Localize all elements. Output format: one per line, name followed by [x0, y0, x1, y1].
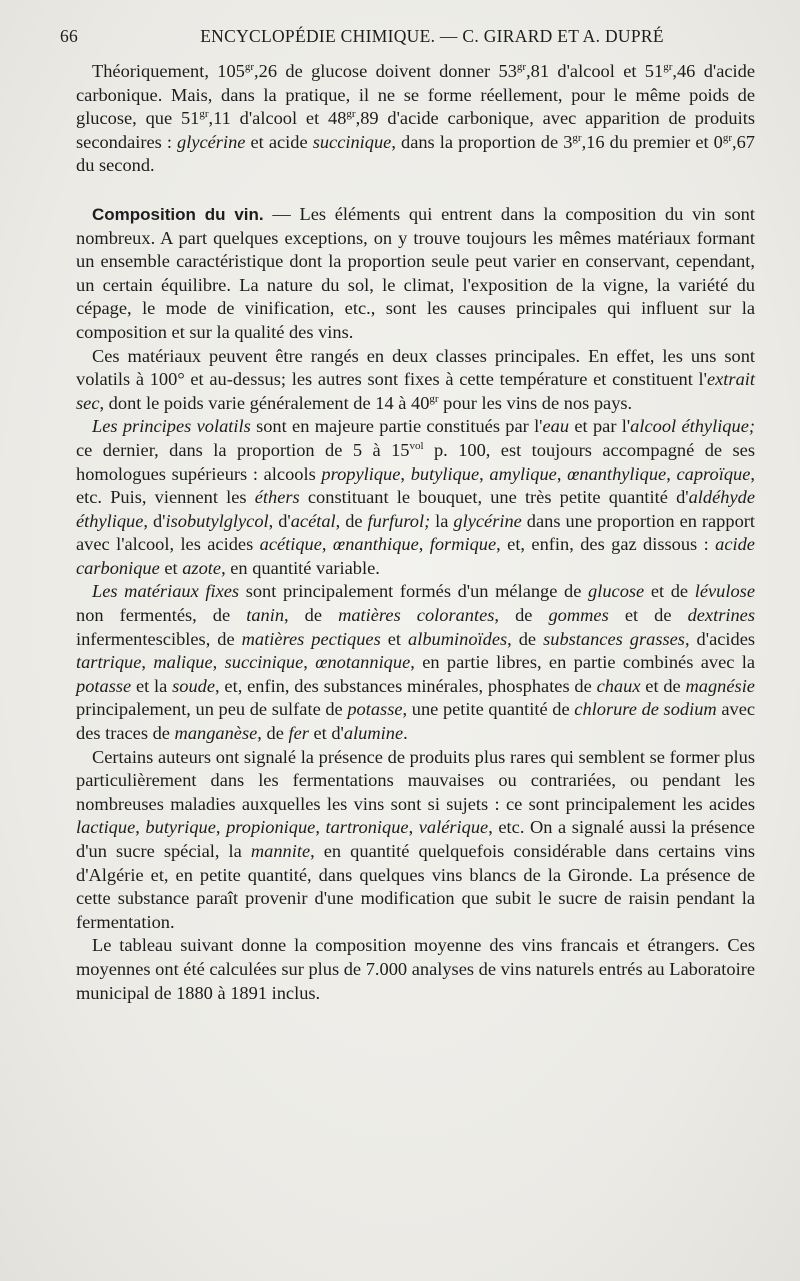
running-title: ENCYCLOPÉDIE CHIMIQUE. — C. GIRARD ET A. DUPRÉ — [200, 26, 664, 46]
paragraph-table-intro: Le tableau suivant donne la composition moyenne des vins francais et étrangers. Ces moyennes ont été calculées sur plus de 7.000 analyses de vins naturels entrés au Laboratoire municipal de 1880 à 1891 inclus. — [76, 935, 755, 1003]
page-body — [76, 60, 755, 1005]
paragraph-fixed-materials: Les matériaux fixes sont principalement formés d'un mélange de glucose et de lévulose non fermentés, de tanin, de matières colorantes, de gommes et de dextrines infermentescibles, de matières pectiques et albuminoïdes, de substances grasses, d'acides tartrique, malique, succinique, œnotannique, en partie libres, en partie combinés avec la potasse et la soude, et, enfin, des substances minérales, phosphates de chaux et de magnésie principalement, un peu de sulfate de potasse, une petite quantité de chlorure de sodium avec des traces de manganèse, de fer et d'alumine. — [76, 581, 756, 744]
paragraph-rare-products: Certains auteurs ont signalé la présence de produits plus rares qui semblent se former plus particulièrement dans les fermentations mauvaises ou contrariées, ou pendant les nombreuses maladies auxquelles les vins sont si sujets : ce sont principalement les acides lactique, butyrique, propionique, tartronique, valérique, etc. On a signalé aussi la présence d'un sucre spécial, la mannite, en quantité quelquefois considérable dans certains vins d'Algérie et, en petite quantité, dans quelques vins blancs de la Gironde. La présence de cette substance paraît provenir d'une modification que subit le sucre de raisin pendant la fermentation. — [76, 746, 755, 932]
page-header — [60, 26, 770, 47]
paragraph-fermentation-yield: Théoriquement, $105^{gr},26$ de glucose doivent donner $53^{gr},81$ d'alcool et $51^{gr},46$ d'acide carbonique. Mais, dans la pratique, il ne se forme réellement, pour le même poids de glucose, que $51^{gr},11$ d'alcool et $48^{gr},89$ d'acide carbonique, avec apparition de produits secondaires : glycérine et acide succinique, dans la proportion de $3^{gr},16$ du premier et $0^{gr},67$ du second. — [76, 61, 756, 176]
paragraph-volatile-principles: Les principes volatils sont en majeure partie constitués par l'eau et par l'alcool éthylique; ce dernier, dans la proportion de 5 à $15^{vol}$ p. 100, est toujours accompagné de ses homologues supérieurs : alcools propylique, butylique, amylique, œnanthylique, caproïque, etc. Puis, viennent les éthers constituant le bouquet, une très petite quantité d'aldéhyde éthylique, d'isobutylglycol, d'acétal, de furfurol; la glycérine dans une proportion en rapport avec l'alcool, les acides acétique, œnanthique, formique, et, enfin, des gaz dissous : acide carbonique et azote, en quantité variable. — [76, 416, 756, 578]
paragraph-classes: Ces matériaux peuvent être rangés en deux classes principales. En effet, les uns sont volatils à 100° et au-dessus; les autres sont fixes à cette température et constituent l'extrait sec, dont le poids varie généralement de 14 à $40^{gr}$ pour les vins de nos pays. — [76, 345, 755, 413]
paragraph-wine-composition: Composition du vin. — Les éléments qui entrent dans la composition du vin sont nombreux. A part quelques exceptions, on y trouve toujours les mêmes matériaux formant un ensemble caractéristique dont la proportion seule peut varier en conservant, cependant, un certain équilibre. La nature du sol, le climat, l'exposition de la vigne, la variété du cépage, le mode de vinification, etc., sont les causes principales qui influent sur la composition et sur la qualité des vins. — [76, 203, 755, 342]
section-spacer — [76, 178, 755, 203]
section-heading: Composition du vin. — [92, 204, 264, 224]
page-number: 66 — [60, 26, 79, 46]
